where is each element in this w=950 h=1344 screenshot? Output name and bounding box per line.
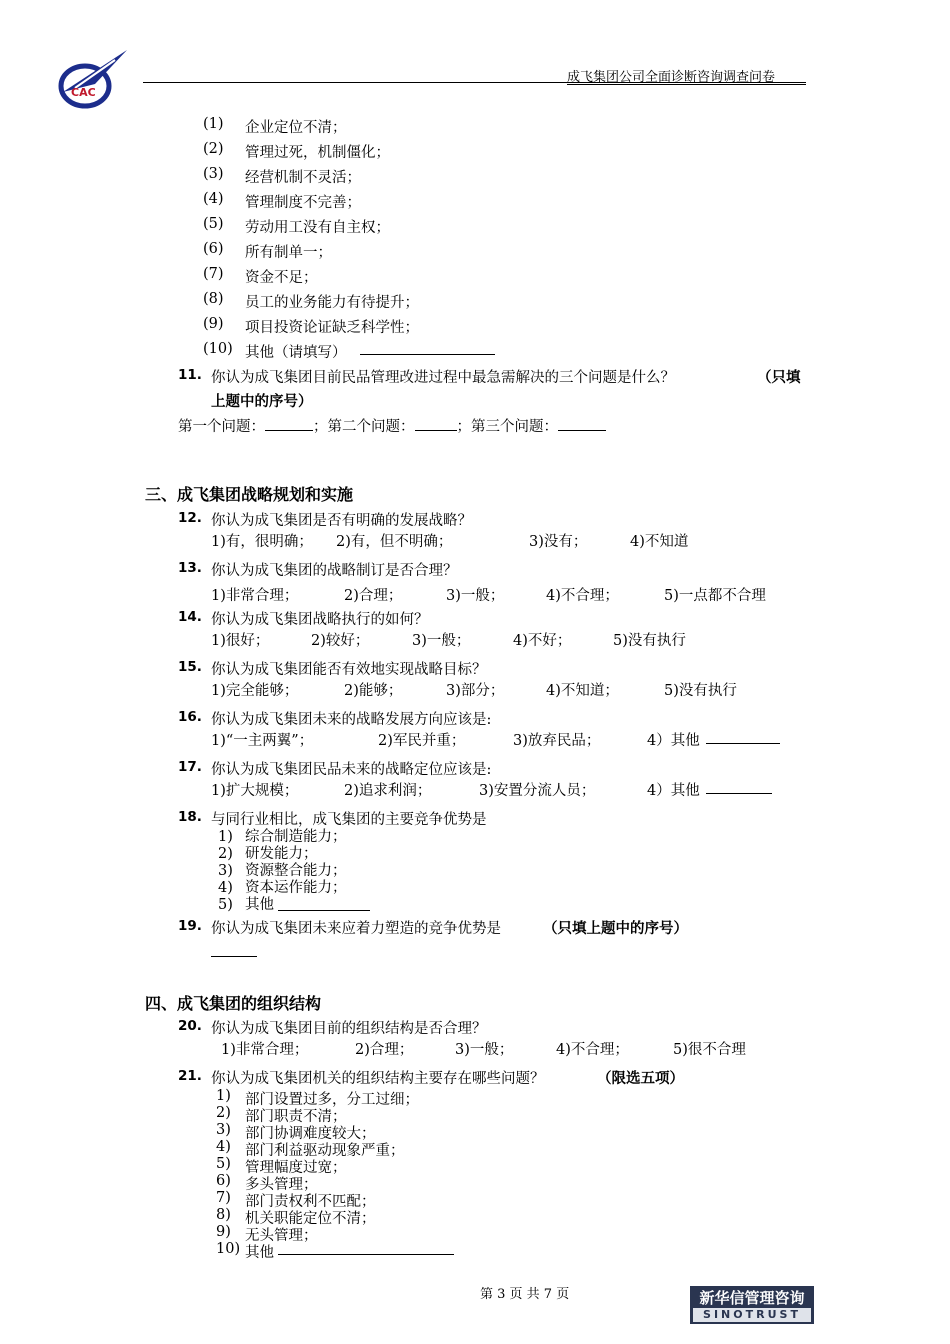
q21-opt-num: 7) — [216, 1190, 231, 1206]
q14-text: 你认为成飞集团战略执行的如何？ — [211, 612, 429, 628]
q18-opt-text[interactable]: 其他 — [245, 897, 274, 913]
q21-opt-num: 6) — [216, 1173, 231, 1189]
q14-number: 14. — [178, 609, 202, 625]
q21-opt-num: 9) — [216, 1224, 231, 1240]
q11-text: 你认为成飞集团目前民品管理改进过程中最急需解决的三个问题是什么？ — [211, 370, 675, 386]
q20-option[interactable]: 1)非常合理； — [221, 1042, 309, 1058]
q19-note: （只填上题中的序号） — [543, 921, 688, 937]
q11-third-blank[interactable] — [558, 416, 606, 431]
q14-option[interactable]: 4)不好； — [513, 633, 572, 649]
q10-opt-text: 项目投资论证缺乏科学性； — [245, 320, 419, 336]
q10-opt-num: (4) — [203, 191, 224, 207]
q18-text: 与同行业相比，成飞集团的主要竞争优势是 — [211, 812, 487, 828]
q10-opt-text: 所有制单一； — [245, 245, 332, 261]
q16-option[interactable]: 1)“一主两翼”； — [211, 733, 314, 749]
q11-third-label: ；第三个问题： — [456, 419, 558, 435]
q20-option[interactable]: 5)很不合理 — [673, 1042, 746, 1058]
q16-option[interactable]: 3)放弃民品； — [513, 733, 601, 749]
q18-opt-num: 5) — [218, 897, 233, 913]
q10-opt-text: 管理制度不完善； — [245, 195, 361, 211]
q15-number: 15. — [178, 659, 202, 675]
q13-option[interactable]: 5)一点都不合理 — [664, 588, 766, 604]
q10-opt-text: 管理过死，机制僵化； — [245, 145, 390, 161]
q18-opt-text[interactable]: 研发能力； — [245, 846, 318, 862]
q10-opt-text: 资金不足； — [245, 270, 318, 286]
q14-option[interactable]: 5)没有执行 — [613, 633, 686, 649]
q21-note: （限选五项） — [597, 1071, 684, 1087]
q21-opt-num: 3) — [216, 1122, 231, 1138]
q17-number: 17. — [178, 759, 202, 775]
q17-option[interactable]: 1)扩大规模； — [211, 783, 299, 799]
q14-option[interactable]: 1)很好； — [211, 633, 270, 649]
q10-opt-num: (10) — [203, 341, 233, 357]
q17-other-blank[interactable] — [706, 779, 772, 794]
q10-opt-num: (9) — [203, 316, 224, 332]
q19-text: 你认为成飞集团未来应着力塑造的竞争优势是 — [211, 921, 501, 937]
q21-opt-num: 4) — [216, 1139, 231, 1155]
q10-opt-num: (8) — [203, 291, 224, 307]
q19-number: 19. — [178, 918, 202, 934]
q13-option[interactable]: 1)非常合理； — [211, 588, 299, 604]
q16-text: 你认为成飞集团未来的战略发展方向应该是: — [211, 712, 492, 728]
q12-option[interactable]: 3)没有； — [529, 534, 588, 550]
company-logo — [55, 48, 130, 110]
q21-opt-num: 8) — [216, 1207, 231, 1223]
q11-second-blank[interactable] — [415, 416, 457, 431]
q18-opt-num: 1) — [218, 829, 233, 845]
section-4-title: 四、成飞集团的组织结构 — [145, 994, 322, 1013]
q17-text: 你认为成飞集团民品未来的战略定位应该是: — [211, 762, 492, 778]
q18-opt-text[interactable]: 综合制造能力； — [245, 829, 347, 845]
q20-option[interactable]: 3)一般； — [455, 1042, 514, 1058]
q11-note: （只填 — [757, 370, 801, 386]
q12-number: 12. — [178, 510, 202, 526]
q21-opt-text[interactable]: 管理幅度过宽； — [245, 1160, 347, 1176]
badge-chinese-name: 新华信管理咨询 — [699, 1289, 805, 1307]
q14-option[interactable]: 3)一般； — [412, 633, 471, 649]
q21-opt-text[interactable]: 部门责权利不匹配； — [245, 1194, 376, 1210]
q10-opt-num: (3) — [203, 166, 224, 182]
q11-first-blank[interactable] — [265, 416, 313, 431]
q13-number: 13. — [178, 560, 202, 576]
q21-opt-num: 10) — [216, 1241, 241, 1257]
q21-opt-text[interactable]: 部门设置过多，分工过细； — [245, 1092, 419, 1108]
q16-other-blank[interactable] — [706, 729, 780, 744]
q11-first-label: 第一个问题： — [178, 419, 265, 435]
q11-second-label: ；第二个问题： — [313, 419, 415, 435]
q21-opt-text[interactable]: 其他 — [245, 1245, 274, 1261]
logo-text: CAC — [71, 86, 96, 99]
q10-other-blank[interactable] — [360, 340, 495, 355]
q21-opt-text[interactable]: 多头管理； — [245, 1177, 318, 1193]
header-title-underline — [567, 84, 806, 85]
q12-option[interactable]: 4)不知道 — [630, 534, 689, 550]
q16-number: 16. — [178, 709, 202, 725]
q13-option[interactable]: 2)合理； — [344, 588, 403, 604]
q13-option[interactable]: 3)一般； — [446, 588, 505, 604]
badge-english-name: SINOTRUST — [693, 1308, 811, 1322]
q10-opt-num: (6) — [203, 241, 224, 257]
section-3-title: 三、成飞集团战略规划和实施 — [145, 485, 354, 504]
q15-option[interactable]: 4)不知道； — [546, 683, 619, 699]
q18-other-blank[interactable] — [278, 896, 370, 911]
q21-other-blank[interactable] — [278, 1240, 454, 1255]
q10-opt-num: (2) — [203, 141, 224, 157]
q16-option[interactable]: 2)军民并重； — [378, 733, 466, 749]
q17-option[interactable]: 3)安置分流人员； — [479, 783, 596, 799]
q20-option[interactable]: 2)合理； — [355, 1042, 414, 1058]
q10-opt-text: 其他（请填写） — [245, 345, 347, 361]
q11-answers — [178, 415, 606, 436]
q18-opt-text[interactable]: 资源整合能力； — [245, 863, 347, 879]
q10-opt-text: 员工的业务能力有待提升； — [245, 295, 419, 311]
consultancy-badge — [690, 1286, 814, 1324]
q20-number: 20. — [178, 1018, 202, 1034]
q10-opt-num: (5) — [203, 216, 224, 232]
q18-opt-num: 2) — [218, 846, 233, 862]
q20-text: 你认为成飞集团目前的组织结构是否合理？ — [211, 1021, 487, 1037]
q12-option[interactable]: 2)有，但不明确； — [336, 534, 453, 550]
q18-opt-num: 3) — [218, 863, 233, 879]
q21-opt-num: 5) — [216, 1156, 231, 1172]
q10-opt-num: (1) — [203, 116, 224, 132]
q18-number: 18. — [178, 809, 202, 825]
q10-opt-text: 企业定位不清； — [245, 120, 347, 136]
q21-opt-text[interactable]: 部门协调难度较大； — [245, 1126, 376, 1142]
q21-number: 21. — [178, 1068, 202, 1084]
q21-opt-text[interactable]: 部门职责不清； — [245, 1109, 347, 1125]
q21-opt-num: 2) — [216, 1105, 231, 1121]
q12-option[interactable]: 1)有，很明确； — [211, 534, 313, 550]
q21-text: 你认为成飞集团机关的组织结构主要存在哪些问题？ — [211, 1071, 545, 1087]
page-number: 第 3 页 共 7 页 — [480, 1287, 570, 1302]
q13-text: 你认为成飞集团的战略制订是否合理？ — [211, 563, 458, 579]
q21-opt-text[interactable]: 部门利益驱动现象严重； — [245, 1143, 405, 1159]
q14-option[interactable]: 2)较好； — [311, 633, 370, 649]
q15-option[interactable]: 1)完全能够； — [211, 683, 299, 699]
q11-number: 11. — [178, 367, 202, 383]
q13-option[interactable]: 4)不合理； — [546, 588, 619, 604]
q15-option[interactable]: 2)能够； — [344, 683, 403, 699]
q16-option[interactable]: 4）其他 — [647, 733, 700, 749]
q17-option[interactable]: 4）其他 — [647, 783, 700, 799]
q21-opt-num: 1) — [216, 1088, 231, 1104]
q10-opt-text: 劳动用工没有自主权； — [245, 220, 390, 236]
q15-text: 你认为成飞集团能否有效地实现战略目标？ — [211, 662, 487, 678]
q11-note-cont: 上题中的序号） — [211, 394, 313, 410]
q20-option[interactable]: 4)不合理； — [556, 1042, 629, 1058]
q15-option[interactable]: 5)没有执行 — [664, 683, 737, 699]
q17-option[interactable]: 2)追求利润； — [344, 783, 432, 799]
q10-opt-text: 经营机制不灵活； — [245, 170, 361, 186]
q21-opt-text[interactable]: 无头管理； — [245, 1228, 318, 1244]
q21-opt-text[interactable]: 机关职能定位不清； — [245, 1211, 376, 1227]
q12-text: 你认为成飞集团是否有明确的发展战略？ — [211, 513, 472, 529]
q18-opt-num: 4) — [218, 880, 233, 896]
header-title: 成飞集团公司全面诊断咨询调查问卷 — [567, 70, 776, 85]
q10-opt-num: (7) — [203, 266, 224, 282]
header-rule — [143, 82, 806, 83]
q18-opt-text[interactable]: 资本运作能力； — [245, 880, 347, 896]
q15-option[interactable]: 3)部分； — [446, 683, 505, 699]
q19-answer-blank[interactable] — [211, 942, 257, 957]
